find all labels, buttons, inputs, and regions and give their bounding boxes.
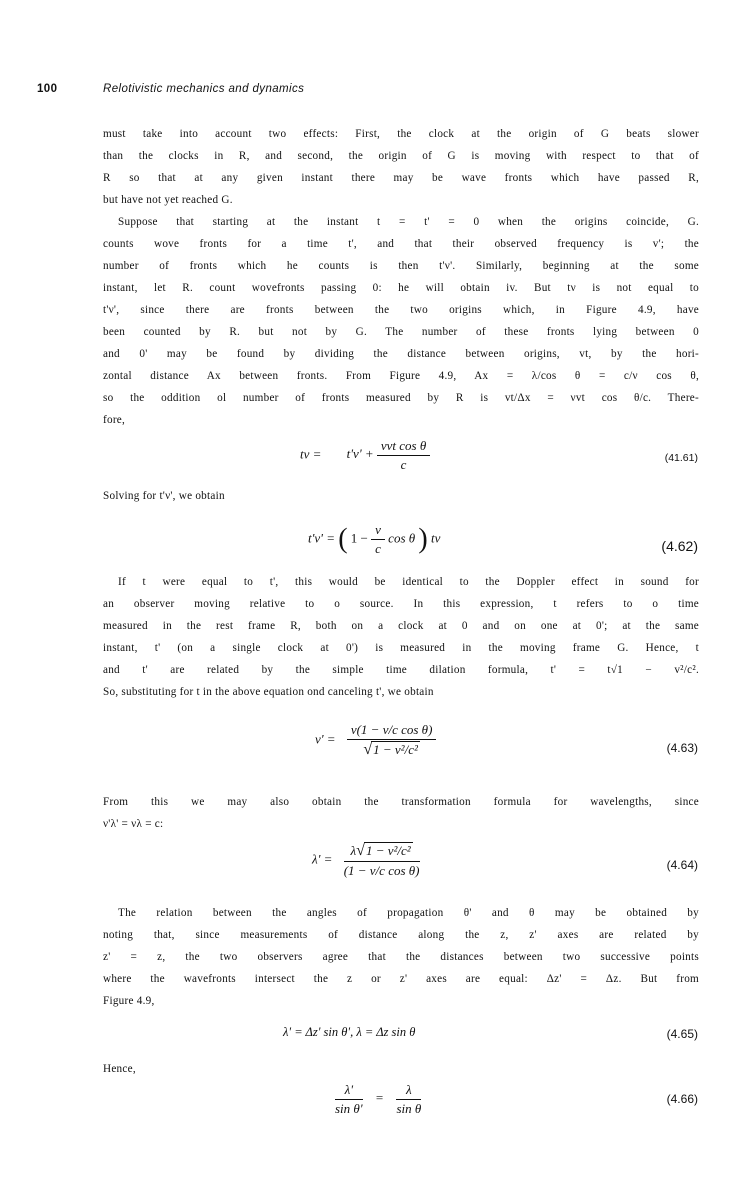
eq-denominator: √1 − v²/c² bbox=[363, 741, 418, 758]
text-line: ν'λ' = νλ = c: bbox=[103, 818, 164, 830]
eq-numerator: λ√1 − v²/c² bbox=[344, 842, 420, 862]
equation-number: (4.64) bbox=[666, 858, 698, 872]
eq-denominator: (1 − v/c cos θ) bbox=[343, 863, 420, 878]
equation-number: (41.61) bbox=[664, 452, 698, 464]
eq-tail: cos θ bbox=[388, 530, 416, 546]
eq-fraction bbox=[344, 842, 420, 879]
text-line: so the oddition ol number of fronts measured by R is vt/Δx = νvt cos θ/c. There- bbox=[103, 392, 699, 404]
equation-4-65: λ' = Δz' sin θ', λ = Δz sin θ bbox=[283, 1025, 416, 1039]
text-line: number of fronts which he counts is then t'ν'. Similarly, beginning at the some bbox=[103, 260, 699, 272]
eq-term: t'ν' + bbox=[346, 446, 374, 462]
eq-lhs: ν' = bbox=[315, 731, 336, 747]
eq-lhs: tν = bbox=[300, 446, 322, 462]
text-line: measured in the rest frame R, both on a clock at 0 and on one at 0'; at the same bbox=[103, 620, 699, 632]
equation-number: (4.65) bbox=[666, 1027, 698, 1041]
equation-4-62: t'ν' = ( 1 − $\frac{v}{c}$ cos θ ) tν bbox=[308, 522, 441, 556]
equation-4-64 bbox=[312, 842, 420, 879]
text-line: an observer moving relative to o source. In this expression, t refers to o time bbox=[103, 598, 699, 610]
text-line: instant, let R. count wovefronts passing 0: he will obtain iv. But tν is not equal to bbox=[103, 282, 699, 294]
eq-fraction bbox=[347, 722, 437, 759]
text-line: The relation between the angles of propagation θ' and θ may be obtained by bbox=[118, 907, 699, 919]
eq-lhs: t'ν' = bbox=[308, 530, 335, 546]
eq-lhs: λ' = bbox=[312, 851, 333, 867]
equation-4-61 bbox=[300, 438, 430, 473]
text-line: Hence, bbox=[103, 1063, 136, 1075]
eq-fraction bbox=[371, 522, 385, 557]
eq-fraction bbox=[377, 438, 430, 473]
text-line: zontal distance Ax between fronts. From Figure 4.9, Ax = λ/cos θ = c/ν cos θ, bbox=[103, 370, 699, 382]
eq-denominator: sin θ' bbox=[335, 1101, 363, 1116]
text-line: So, substituting for t in the above equation ond canceling t', we obtain bbox=[103, 686, 434, 698]
text-line: instant, t' (on a single clock at 0') is measured in the moving frame G. Hence, t bbox=[103, 642, 699, 654]
text-line: If t were equal to t', this would be identical to the Doppler effect in sound for bbox=[118, 576, 699, 588]
text-line: From this we may also obtain the transformation formula for wavelengths, since bbox=[103, 796, 699, 808]
eq-numerator: v bbox=[371, 522, 385, 540]
text-line: and t' are related by the simple time dilation formula, t' = t√1 − v²/c². bbox=[103, 664, 699, 676]
text-line: fore, bbox=[103, 414, 126, 426]
eq-numerator: λ' bbox=[335, 1082, 363, 1100]
equation-4-63 bbox=[315, 722, 436, 759]
text-line: been counted by R. but not by G. The number of these fronts lying between 0 bbox=[103, 326, 699, 338]
eq-one: 1 − bbox=[350, 530, 368, 546]
text-line: counts wove fronts for a time t', and that their observed frequency is v'; the bbox=[103, 238, 699, 250]
page-number: 100 bbox=[37, 83, 58, 95]
running-title: Relotivistic mechanics and dynamics bbox=[103, 83, 305, 95]
equation-number: (4.66) bbox=[666, 1092, 698, 1106]
eq-radicand: 1 − v²/c² bbox=[365, 843, 411, 858]
text-line: and 0' may be found by dividing the distance between origins, vt, by the hori- bbox=[103, 348, 699, 360]
eq-denominator: c bbox=[400, 457, 407, 472]
eq-lambda: λ bbox=[350, 843, 357, 858]
text-line: z' = z, the two observers agree that the distances between two successive points bbox=[103, 951, 699, 963]
text-line: must take into account two effects: First, the clock at the origin of G beats slower bbox=[103, 128, 699, 140]
eq-numerator: λ bbox=[396, 1082, 421, 1100]
eq-radicand: 1 − v²/c² bbox=[373, 742, 418, 757]
text-line: R so that at any given instant there may be wave fronts which have passed R, bbox=[103, 172, 699, 184]
text-line: but have not yet reached G. bbox=[103, 194, 233, 206]
eq-rhs: tν bbox=[430, 530, 441, 546]
text-line: Figure 4.9, bbox=[103, 995, 155, 1007]
text-line: Suppose that starting at the instant t = t' = 0 when the origins coincide, G. bbox=[118, 216, 699, 228]
eq-numerator: νvt cos θ bbox=[377, 438, 430, 456]
text-line: noting that, since measurements of distance along the z, z' axes are related by bbox=[103, 929, 699, 941]
text-line: t'ν', since there are fronts between the two origins which, in Figure 4.9, have bbox=[103, 304, 699, 316]
text-line: Solving for t'ν', we obtain bbox=[103, 490, 225, 502]
text-line: than the clocks in R, and second, the origin of G is moving with respect to that of bbox=[103, 150, 699, 162]
eq-right-fraction bbox=[396, 1082, 421, 1117]
equation-number: (4.63) bbox=[666, 741, 698, 755]
equation-number: (4.62) bbox=[661, 538, 698, 554]
equation-4-66 bbox=[335, 1082, 421, 1117]
text-line: where the wavefronts intersect the z or z' axes are equal: Δz' = Δz. But from bbox=[103, 973, 699, 985]
eq-equals: = bbox=[375, 1090, 384, 1106]
eq-left-fraction bbox=[335, 1082, 363, 1117]
eq-denominator: c bbox=[375, 541, 381, 556]
eq-numerator: ν(1 − v/c cos θ) bbox=[347, 722, 437, 740]
eq-denominator: sin θ bbox=[396, 1101, 422, 1116]
